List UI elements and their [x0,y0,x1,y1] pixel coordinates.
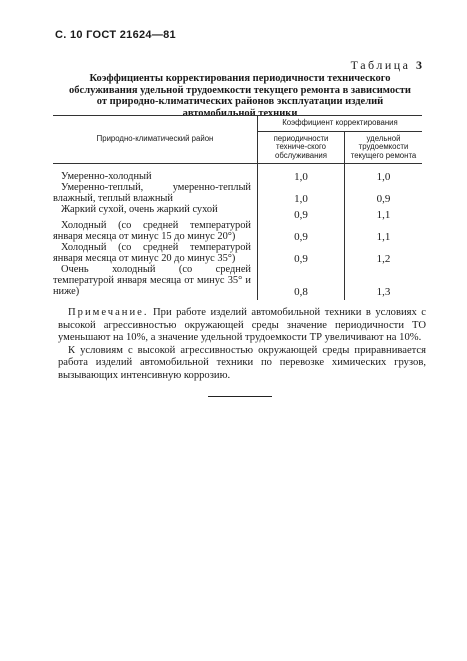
repair-coef-cell: 1,1 [345,205,423,221]
col-group-header: Коэффициент корректирования [258,116,423,132]
table-row [53,205,422,221]
table-row [53,243,422,265]
table-label-number: 3 [416,58,422,72]
repair-coef-cell: 1,1 [345,221,423,243]
maintenance-coef-cell: 0,9 [258,243,345,265]
note-label: Примечание. [68,307,149,318]
region-cell: Холодный (со средней температурой января месяца от минус 15 до минус 20°) [53,220,251,242]
repair-coef-cell: 1,2 [345,243,423,265]
maintenance-coef-cell: 0,9 [258,221,345,243]
table-row [53,265,422,300]
maintenance-coef-cell: 1,0 [258,183,345,205]
repair-coef-cell: 1,3 [345,265,423,300]
table-note [58,307,426,382]
col-repair-header: удельной трудоемкости текущего ремонта [345,132,423,164]
table-row [53,164,422,184]
note-paragraph-2: К условиям с высокой агрессивностью окружающей среды приравнивается работа изделий автомобильной техники по перевозке химических грузов, вызывающих интенсивную коррозию. [58,344,426,381]
table-title: Коэффициенты корректирования периодичности технического обслуживания удельной трудоемкости текущего ремонта в зависимости от природно-климатических районов эксплуатации изделий автомобильной техники [69,73,411,119]
table-label-word: Таблица [350,58,411,72]
col-maintenance-header: периодичности техниче-ского обслуживания [258,132,345,164]
maintenance-coef-cell: 0,9 [258,205,345,221]
note-paragraph-1 [58,307,426,345]
region-cell: Умеренно-холодный [61,171,152,182]
col-region-header: Природно-климатический район [53,116,258,164]
table-row [53,221,422,243]
region-cell: Жаркий сухой, очень жаркий сухой [61,204,218,215]
coefficients-table [53,115,422,300]
note-text-1: При работе изделий автомобильной техники в условиях с высокой агрессивностью окружающей среды значение периодичности ТО уменьшают на 10%, а значение удельной трудоемкости ТР увеличивают на 10%. [58,307,426,343]
end-divider [208,396,272,397]
table-label [351,58,422,73]
repair-coef-cell: 1,0 [345,164,423,184]
region-cell: Холодный (со средней температурой января месяца от минус 20 до минус 35°) [53,242,251,264]
repair-coef-cell: 0,9 [345,183,423,205]
region-cell: Очень холодный (со средней температурой января месяца от минус 35° и ниже) [53,264,251,297]
region-cell: Умеренно-теплый, умеренно-теплый влажный, теплый влажный [53,182,251,204]
page-header: С. 10 ГОСТ 21624—81 [55,29,176,41]
maintenance-coef-cell: 0,8 [258,265,345,300]
maintenance-coef-cell: 1,0 [258,164,345,184]
table-row [53,183,422,205]
